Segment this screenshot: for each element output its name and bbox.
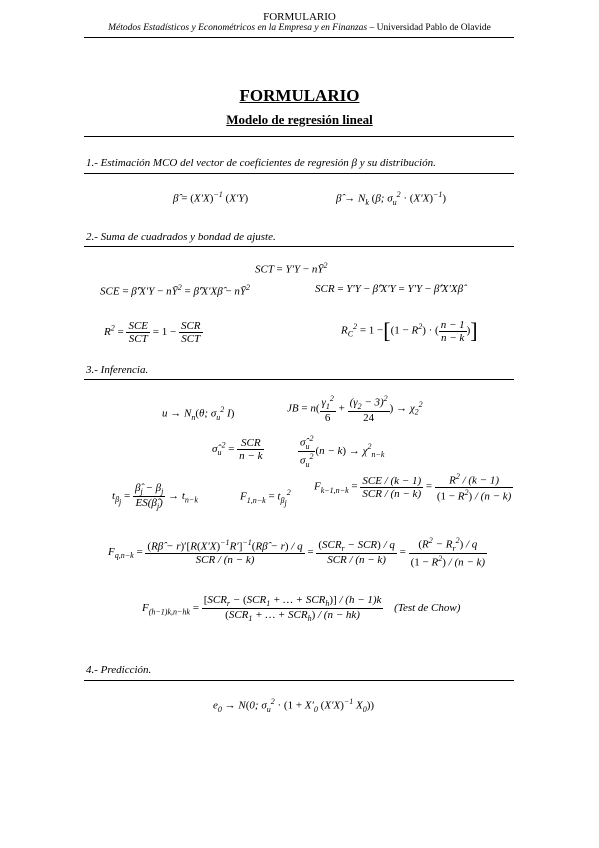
formula-sct: SCT = $Y'Y - nȲ^2$ — [255, 261, 328, 276]
section-rule-3 — [84, 379, 514, 380]
title-rule — [84, 136, 514, 137]
formula-f-global: $F_{k-1,n-k}$ = $\frac{\text{SCE / (k − 1)}}{\text{SCR / (n − k)}}$ = $\frac{R^2 / (k - 1)}{(1 - R^2) / (n - k)}$ — [314, 472, 512, 503]
header-title: FORMULARIO — [263, 11, 336, 23]
formula-scr: SCR = Y′Y − β̂′X′Y = Y′Y − β̂′X′Xβ̂ — [315, 283, 464, 295]
formula-jarque-bera: JB = n( $\frac{\gamma_1^2}{6}$ + $\frac{(\gamma_2 - 3)^2}{24}$ ) → $\chi_2^2$ — [287, 394, 423, 424]
document-subtitle: Modelo de regresión lineal — [226, 112, 373, 127]
header-subtitle-rest: – Universidad Pablo de Olavide — [367, 23, 491, 33]
formula-r2: $R^2$ = $\frac{\text{SCE}}{\text{SCT}}$ = 1 − $\frac{\text{SCR}}{\text{SCT}}$ — [104, 320, 201, 345]
formula-f-restrictions: $F_{q,n-k}$ = $\frac{(R\betâ - r)'[R(X'X)^{-1}R']^{-1}(R\betâ - r) / q}{\text{SCR / (n − k)}}$ = $\frac{(SCR_r - SCR) / q}{\text{SCR / (n − k)}}$ = $\frac{(R^2 - R_r^2) / q}{(1 - R^2) / (n - k)}$ — [108, 536, 486, 569]
formula-u-distribution: $u \to N_n(\theta$; $\sigma_u^2$ I) — [162, 405, 235, 422]
formula-sigma-hat: $\sigmâ_u^2$ = $\frac{\text{SCR}}{n - k}$ — [212, 437, 263, 462]
section-heading-2: 2.- Suma de cuadrados y bondad de ajuste. — [86, 231, 276, 243]
header-subtitle — [0, 23, 599, 33]
section-heading-4: 4.- Predicción. — [86, 664, 152, 676]
header-subtitle-italic: Métodos Estadísticos y Econométricos en la Empresa y en Finanzas — [108, 23, 368, 33]
header-rule — [84, 37, 514, 38]
section-rule-1 — [84, 173, 514, 174]
formula-beta-hat: β̂ = $(X'X)^{-1}$ (X′Y) — [173, 190, 249, 205]
formula-r2-corrected: $R_C^2 = 1 -[(1 - R^2)$ · ( $\frac{n - 1}{n - k}$ )] — [341, 318, 478, 344]
formula-beta-distribution: β̂ → $N_k$ (β; $\sigma_u^2 \cdot (X'X)^{-1}$) — [336, 190, 447, 207]
formula-t-stat: $t_{\beta_j}$ = $\frac{\betâ_j - \beta_j}{ES(\betâ_j)}$ → $t_{n-k}$ — [112, 482, 198, 512]
formula-f-t: $F_{1,n-k} = t_{\beta_j}^2$ — [240, 488, 291, 508]
formula-sigma-chi: $\frac{\sigmâ_u^2}{\sigma_u^2}$ $(n - k) \to \chi^2_{n-k}$ — [300, 434, 385, 469]
section-rule-2 — [84, 246, 514, 247]
section-rule-4 — [84, 680, 514, 681]
formula-chow: $F_{(h-1)k,n-hk}$ = $\frac{[SCR_r - (SCR_1 + \dots + SCR_h)] / (h - 1)k}{(SCR_1 + \dots + SCR_h) / (n - hk)}$ (Test de Chow) — [142, 594, 461, 624]
formula-prediction: $e_0 \to N(0$; $\sigma_u^2 \cdot (1 + X'_0$ $(X'X)^{-1}$ $X_0$)) — [213, 697, 375, 714]
formula-sce: SCE = β̂′X′Y − $nȲ^2$ = β̂′X′Xβ̂ − $nȲ^2$ — [100, 283, 251, 298]
section-heading-3: 3.- Inferencia. — [86, 364, 149, 376]
document-title: FORMULARIO — [239, 86, 360, 105]
chow-label: (Test de Chow) — [394, 602, 461, 615]
section-heading-1: 1.- Estimación MCO del vector de coeficientes de regresión β y su distribución. — [86, 157, 436, 169]
